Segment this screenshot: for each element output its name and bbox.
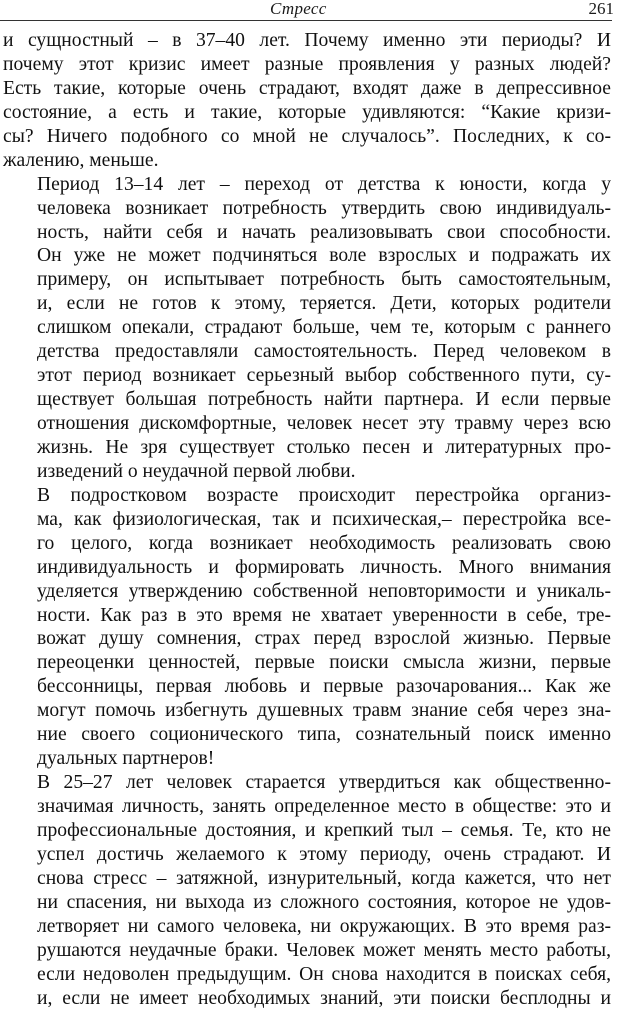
text-line: слишком опекали, страдают больше, чем те, которым с раннего <box>3 316 611 340</box>
text-line: Он уже не может подчиняться воле взрослых и подражать их <box>3 244 611 268</box>
text-line: переоценки ценностей, первые поиски смысла жизни, первые <box>3 651 611 675</box>
text-line: вожат душу сомнения, страх перед взрослой жизнью. Первые <box>3 627 611 651</box>
text-line: ма, как физиологическая, так и психическая,– перестройка все- <box>3 508 611 532</box>
text-line: дуальных партнеров! <box>3 747 611 771</box>
text-line: бессонницы, первая любовь и первые разочарования... Как же <box>3 675 611 699</box>
text-line: сы? Ничего подобного со мной не случалось”. Последних, к со- <box>3 125 611 149</box>
text-line: человека возникает потребность утвердить свою индивидуаль- <box>3 197 611 221</box>
text-line: и, если не готов к этому, теряется. Дети, которых родители <box>3 292 611 316</box>
text-line: го целого, когда возникает необходимость реализовать свою <box>3 532 611 556</box>
text-line: ществует большая потребность найти партнера. И если первые <box>3 388 611 412</box>
text-line: детства предоставляли самостоятельность. Перед человеком в <box>3 340 611 364</box>
text-line: ности. Как раз в это время не хватает уверенности в себе, тре- <box>3 604 611 628</box>
text-line: примеру, он испытывает потребность быть самостоятельным, <box>3 268 611 292</box>
body-text <box>3 29 611 1010</box>
text-line: состояние, а есть и такие, которые удивляются: “Какие кризи- <box>3 101 611 125</box>
text-line: значимая личность, занять определенное место в обществе: это и <box>3 795 611 819</box>
text-line: ность, найти себя и начать реализовывать свои способности. <box>3 221 611 245</box>
paragraph <box>3 484 611 771</box>
text-line: этот период возникает серьезный выбор собственного пути, су- <box>3 364 611 388</box>
text-line: успел достичь желаемого к этому периоду, очень страдают. И <box>3 843 611 867</box>
text-line: Есть такие, которые очень страдают, входят даже в депрессивное <box>3 77 611 101</box>
page-number: 261 <box>589 0 615 19</box>
text-line: отношения дискомфортные, человек несет эту травму через всю <box>3 412 611 436</box>
text-line: Период 13–14 лет – переход от детства к юности, когда у <box>3 173 611 197</box>
text-line: ни спасения, ни выхода из сложного состояния, которое не удов- <box>3 891 611 915</box>
text-line: снова стресс – затяжной, изнурительный, когда кажется, что нет <box>3 867 611 891</box>
text-line: и, если не имеет необходимых знаний, эти поиски бесплодны и <box>3 987 611 1010</box>
text-line: летворяет ни самого человека, ни окружающих. В это время раз- <box>3 915 611 939</box>
text-line: почему этот кризис имеет разные проявления у разных людей? <box>3 53 611 77</box>
text-line: рушаются неудачные браки. Человек может менять место работы, <box>3 939 611 963</box>
page-header <box>0 0 620 20</box>
text-line: уделяется утверждению собственной неповторимости и уникаль- <box>3 580 611 604</box>
text-line: В 25–27 лет человек старается утвердиться как общественно- <box>3 771 611 795</box>
text-line: профессиональные достояния, и крепкий тыл – семья. Те, кто не <box>3 819 611 843</box>
text-line: и сущностный – в 37–40 лет. Почему именно эти периоды? И <box>3 29 611 53</box>
text-line: если недоволен предыдущим. Он снова находится в поисках себя, <box>3 963 611 987</box>
paragraph <box>3 771 611 1010</box>
text-line: жалению, меньше. <box>3 149 611 173</box>
text-line: изведений о неудачной первой любви. <box>3 460 611 484</box>
text-line: В подростковом возрасте происходит перестройка организ- <box>3 484 611 508</box>
text-line: ние своего соционического типа, сознательный поиск именно <box>3 723 611 747</box>
text-line: могут помочь избегнуть душевных травм знание себя через зна- <box>3 699 611 723</box>
running-title: Стресс <box>270 0 327 19</box>
text-line: жизнь. Не зря существует столько песен и литературных про- <box>3 436 611 460</box>
text-line: индивидуальность и формировать личность. Много внимания <box>3 556 611 580</box>
paragraph <box>3 29 611 173</box>
header-rule <box>0 20 612 21</box>
paragraph <box>3 173 611 484</box>
